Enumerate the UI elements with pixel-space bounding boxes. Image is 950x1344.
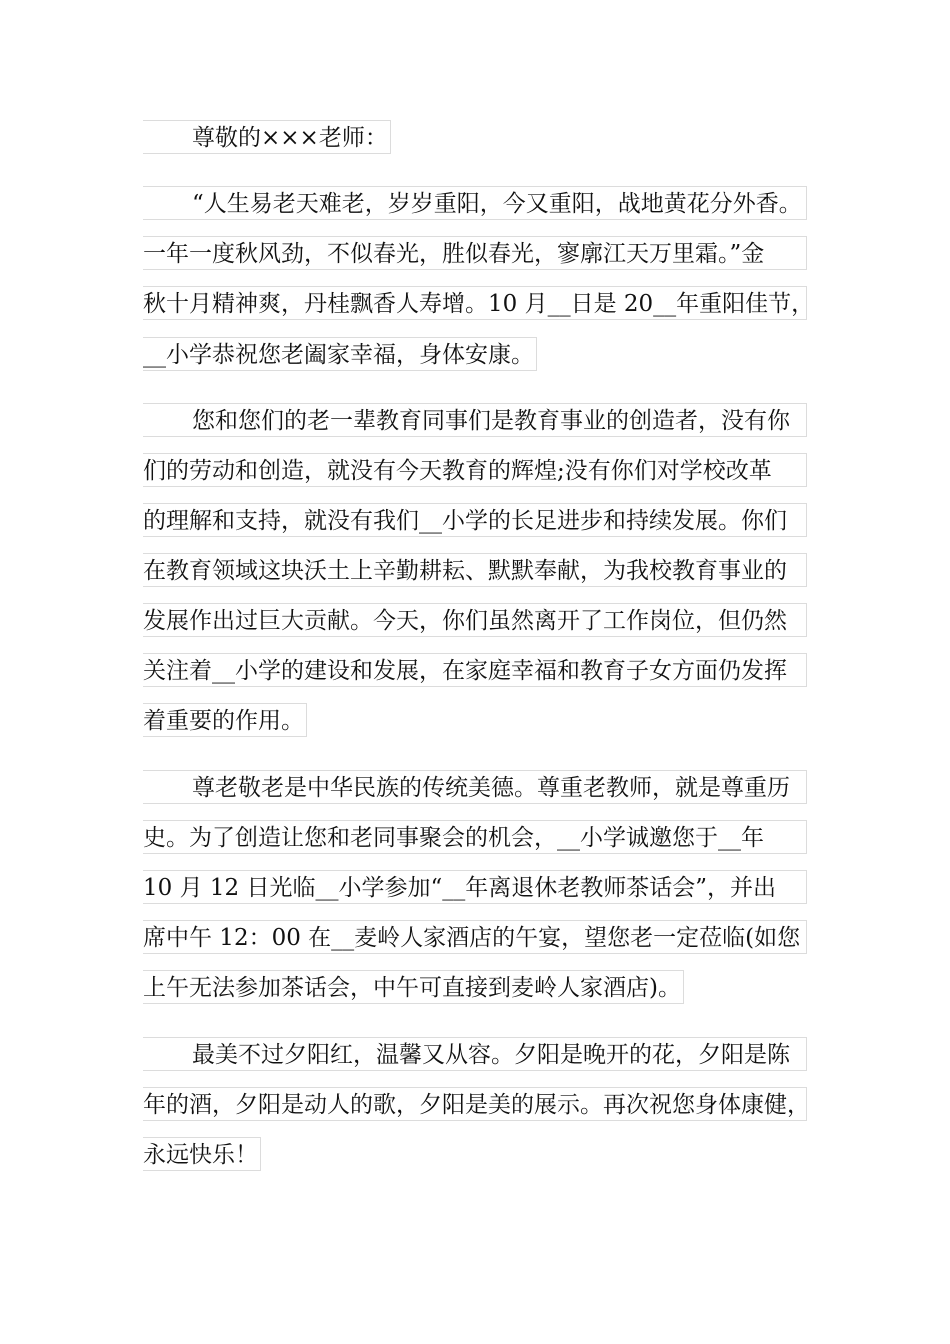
paragraph-1-line-2: 一年一度秋风劲，不似春光，胜似春光，寥廓江天万里霜。”金: [143, 236, 807, 270]
paragraph-3-line-2: 史。为了创造让您和老同事聚会的机会，__小学诚邀您于__年: [143, 820, 807, 854]
salutation: 尊敬的×××老师：: [143, 120, 391, 154]
paragraph-2-line-3: 的理解和支持，就没有我们__小学的长足进步和持续发展。你们: [143, 503, 807, 537]
paragraph-2-line-1: 您和您们的老一辈教育同事们是教育事业的创造者，没有你: [143, 403, 807, 437]
paragraph-3-line-4: 席中午 12：00 在__麦岭人家酒店的午宴，望您老一定莅临(如您: [143, 920, 807, 954]
paragraph-2-line-2: 们的劳动和创造，就没有今天教育的辉煌;没有你们对学校改革: [143, 453, 807, 487]
paragraph-4-line-1: 最美不过夕阳红，温馨又从容。夕阳是晚开的花，夕阳是陈: [143, 1037, 807, 1071]
paragraph-2-line-7: 着重要的作用。: [143, 703, 307, 737]
paragraph-3-line-5: 上午无法参加茶话会，中午可直接到麦岭人家酒店)。: [143, 970, 684, 1004]
paragraph-4-line-3: 永远快乐！: [143, 1137, 261, 1171]
paragraph-2-line-4: 在教育领域这块沃土上辛勤耕耘、默默奉献，为我校教育事业的: [143, 553, 807, 587]
paragraph-3-line-3: 10 月 12 日光临__小学参加“__年离退休老教师茶话会”，并出: [143, 870, 807, 904]
paragraph-4-line-2: 年的酒，夕阳是动人的歌，夕阳是美的展示。再次祝您身体康健，: [143, 1087, 807, 1121]
paragraph-1-line-4: __小学恭祝您老阖家幸福，身体安康。: [143, 337, 537, 371]
paragraph-3-line-1: 尊老敬老是中华民族的传统美德。尊重老教师，就是尊重历: [143, 770, 807, 804]
paragraph-1-line-1: “人生易老天难老，岁岁重阳，今又重阳，战地黄花分外香。: [143, 186, 807, 220]
paragraph-2-line-5: 发展作出过巨大贡献。今天，你们虽然离开了工作岗位，但仍然: [143, 603, 807, 637]
paragraph-2-line-6: 关注着__小学的建设和发展，在家庭幸福和教育子女方面仍发挥: [143, 653, 807, 687]
paragraph-1-line-3: 秋十月精神爽，丹桂飘香人寿增。10 月__日是 20__年重阳佳节，: [143, 286, 807, 320]
